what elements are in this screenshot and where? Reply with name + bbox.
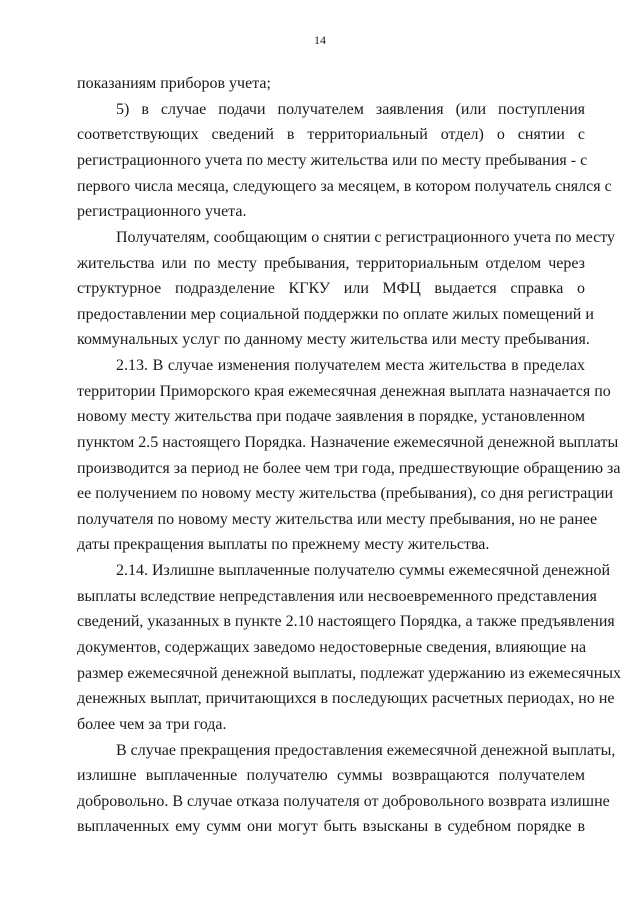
text-line: территории Приморского края ежемесячная денежная выплата назначается по [77,383,611,400]
text-line: 2.14. Излишне выплаченные получателю суммы ежемесячной денежной [116,562,611,579]
text-line: выплаченных ему сумм они могут быть взысканы в судебном порядке в [77,818,585,835]
text-line: Получателям, сообщающим о снятии с регистрационного учета по месту [116,229,616,246]
text-line: структурное подразделение КГКУ или МФЦ выдается справка о [77,280,585,297]
text-line: добровольно. В случае отказа получателя от добровольного возврата излишне [77,793,610,810]
text-line: 5) в случае подачи получателем заявления (или поступления [116,101,585,118]
text-line: регистрационного учета. [77,203,247,220]
text-line: первого числа месяца, следующего за месяцем, в котором получатель снялся с [77,178,612,195]
text-line: показаниям приборов учета; [77,75,271,92]
text-line: жительства или по месту пребывания, территориальным отделом через [77,255,585,272]
text-line: регистрационного учета по месту жительства или по месту пребывания - с [77,152,588,169]
text-line: сведений, указанных в пункте 2.10 настоящего Порядка, а также предъявления [77,613,615,630]
text-line: В случае прекращения предоставления ежемесячной денежной выплаты, [116,742,616,759]
text-line: документов, содержащих заведомо недостоверные сведения, влияющие на [77,639,587,656]
text-line: ее получением по новому месту жительства (пребывания), со дня регистрации [77,485,614,502]
text-line: предоставлении мер социальной поддержки по оплате жилых помещений и [77,306,594,323]
text-line: даты прекращения выплаты по прежнему месту жительства. [77,536,490,553]
text-line: более чем за три года. [77,716,227,733]
text-line: размер ежемесячной денежной выплаты, подлежат удержанию из ежемесячных [77,665,621,682]
text-line: производится за период не более чем три года, предшествующие обращению за [77,460,621,477]
page-number: 14 [314,33,326,47]
text-line: выплаты вследствие непредставления или несвоевременного представления [77,588,597,605]
text-line: коммунальных услуг по данному месту жительства или месту пребывания. [77,331,590,348]
text-line: 2.13. В случае изменения получателем места жительства в пределах [116,357,585,374]
text-line: излишне выплаченные получателю суммы возвращаются получателем [77,767,585,784]
text-line: получателя по новому месту жительства или месту пребывания, но не ранее [77,511,598,528]
text-line: пунктом 2.5 настоящего Порядка. Назначение ежемесячной денежной выплаты [77,434,619,451]
text-line: соответствующих сведений в территориальный отдел) о снятии с [77,126,585,143]
text-line: денежных выплат, причитающихся в последующих расчетных периодах, но не [77,690,615,707]
text-line: новому месту жительства при подаче заявления в порядке, установленном [77,408,585,425]
